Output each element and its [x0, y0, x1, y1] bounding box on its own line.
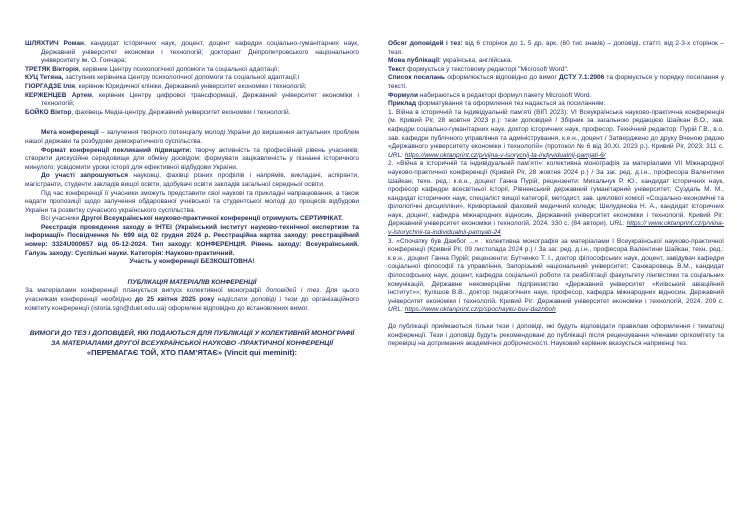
example-link[interactable]: https://www.oktanprint.cz/p/spochayku-buv-dazhboh: [404, 306, 556, 314]
volume-label: Обсяг доповідей і тез:: [388, 40, 463, 47]
spacer: [25, 267, 359, 275]
references-requirement: [388, 74, 724, 91]
goal-text: – залучення творчого потенціалу молоді України до вирішення актуальних проблем нашої держави та розбудови демократичного суспільства.: [25, 129, 359, 145]
member-name: ГІОРГАДЗЕ Ілія: [25, 82, 75, 90]
publication-title: ПУБЛІКАЦІЯ МАТЕРІАЛІВ КОНФЕРЕНЦІЇ: [127, 278, 257, 286]
example-text: 1. Війна в історичній та індивідуальній пам’яті (ВІП 2023): VI Всеукраїнська науково-практична конференція (м. Кривий Ріг, 28 жовтня 2023 р.): тези доповідей / Збірник за загальною редакцією Шайкан В.О., зав. кафедри соціально-гуманітарних наук, доктор історичних наук, професор. Технічний редактор: Пурій Г.В., в.о. зав. кафедри публічного управління та адміністрування, к.е.н., доцент / Затверджено до друку Вченою радою «Державного університету економіки і технологій» (протокол № 6 від 30.ХІ. 2023 р.). Кривий Ріг, 2023. 311 с.: [388, 108, 724, 151]
example-item: [388, 160, 724, 237]
member-desc: заступник керівника Центру психологічної допомоги та соціальної адаптації;і: [63, 74, 300, 82]
pub-text-1: За матеріалами конференції планується випуск колективної монографії: [25, 287, 266, 295]
committee-member: [25, 40, 359, 66]
member-desc: , фахівець Медіа-центру, Державний університет економіки і технологій.: [71, 108, 291, 116]
example-link[interactable]: https://www.oktanprint.cz/p/vijna-v-isorycnij-ta-indyvidualnij-pamjati-6/: [404, 151, 606, 159]
language-label: Мова публікації:: [388, 57, 442, 65]
language-requirement: [388, 57, 724, 66]
publication-info: [25, 287, 359, 313]
certificate-prefix: Всі учасники: [41, 215, 82, 223]
registration-info: [25, 224, 359, 258]
spacer: [25, 313, 359, 321]
url-label: URL:: [609, 220, 625, 228]
member-name: БОЙКО Віктор: [25, 108, 72, 116]
format-text: творчу активність та професійний рівень учасників; створити дискусійне середовище для обміну досвідом; формувати зацікавленість у пізнанні історичного минулого; усвідомити уроки історії для ефективної відбудови України.: [25, 146, 359, 171]
url-label: URL:: [388, 151, 403, 159]
example-text: 2. «Війна в історичній та індивідуальній пам’яті»: колективна монографія за матеріалами VII Міжнародної науково-практичної конференції (Кривий Ріг, 28 жовтня 2024 р.) / За заг. ред. д.і.н., професора Валентини Шайкан; техн. ред.: к.е.н., доцент Ганна Пурій; рецензенти: Михальчук Р. Ю., кандидат історичних наук, професор кафедри всесвітньої історії, Рівненський державний гуманітарний університет; Суздаль М. М., кандидат історичних наук, спеціаліст вищої категорії, методист, зав. циклової комісії «Соціально-економічні та філологічні дисципліни», Криворізький фаховий медичний коледж; Шелудякова Н. А., кандидат історичних наук, доцент, кафедра міжнародних відносин, Державний університет економіки і технологій. Кривий Ріг: Державний університет економіки і технологій, 2024. 330 с. (84 автори).: [388, 160, 724, 228]
text-label: Текст: [388, 65, 406, 73]
closing-note: До публікації приймаються тільки тези і доповіді, які будуть відповідати правилам оформлення і тематиці конференції. Тези і доповіді будуть рекомендовані до публікації після рецензування членами оргкомітету та перевірці на дотримання академічної доброчесності. Науковий керівник вказується наприкінці тез.: [388, 323, 724, 348]
requirements-title: [25, 329, 359, 358]
formulas-label: Формули: [388, 91, 418, 99]
refs-standard: ДСТУ 7.1:2006: [558, 74, 605, 82]
member-name: КЕРЖЕНЦЕВ Артем: [25, 91, 92, 99]
volume-text: від 6 сторінок до 1, 5 др. арк. (60 тис знаків) – доповіді, статті; від 2-3-х сторінок – тези.: [388, 40, 724, 56]
certificate-note: [25, 215, 359, 224]
goal-label: Мета конференції: [41, 129, 99, 137]
pub-deadline: до 25 квітня 2025 року: [135, 296, 215, 304]
invited-label: До участі запрошуються: [41, 172, 129, 180]
member-name: ТРЕТЯК Вікторія: [25, 65, 79, 73]
example-intro: [388, 100, 724, 109]
req-title-conference: «ПЕРЕМАГАЄ ТОЙ, ХТО ПАМ’ЯТАЄ» (Vincit qui meminit):: [86, 348, 298, 358]
spacer: [388, 315, 724, 323]
example-label: Приклад: [388, 100, 417, 108]
refs-label: Список посилань: [388, 74, 446, 82]
example-link[interactable]: https:// www.oktanprint.cz/p/viina-v-istorychnii-ta-individualnii-pamyati-24: [388, 220, 724, 237]
certificate-bold: Другої Всеукраїнської науково-практичної конференції отримують СЕРТИФІКАТ.: [81, 215, 343, 223]
language-text: українська, англійська.: [441, 57, 513, 65]
committee-list: [25, 40, 359, 117]
registration-text: Реєстрація проведення заходу в ІНТЕІ (Український інститут науково-технічної експертизи та інформації» Посвідчення № 699 від 02 грудня 2024 р. Реєстраційна картка заходу: реєстраційний номер: 3324U000657 від 05-12-2024. Тип заходу: КОНФЕРЕНЦІЯ. Рівень заходу: Всеукраїнський. Галузь заходу: Суспільні науки. Категорія: Науково-практичний.: [25, 223, 359, 257]
formulas-text: набираються в редакторі формул пакету Microsoft Word.: [418, 91, 592, 99]
formulas-requirement: [388, 92, 724, 101]
committee-member: [25, 74, 359, 83]
member-desc: , керівник Юридичної клініки, Державний університет економіки і технологій;: [74, 82, 307, 90]
format-label: Формат конференції покликаний підвищити:: [41, 146, 192, 154]
free-participation: [25, 258, 359, 267]
committee-member: [25, 92, 359, 109]
pub-text-italic: доповідей і тез: [265, 287, 320, 295]
pub-text-3: надіслати доповіді і тези до організаційного комітету конференції (istoria.sgn@duet.edu.ua) оформлені відповідно до встановлених вимог.: [25, 296, 360, 312]
example-text: 3. «Спочатку був Дажбог ...» : колективна монографія за матеріалами І Всеукраїнської науково-практичної конференції (Кривий Ріг, 09 листопада 2024 р.) / За заг. ред. д.і.н., професора Валентини Шайкан; техн. ред.: к.е.н., доцент Ганна Пурій; рецензенти: Бутченко Т. І., доктор філософських наук, доцент, завідувач кафедри соціальної філософії та управління, Запорізький національний університет; Санжаровець В.М., кандидат філософських наук, доцент, кафедра соціальної роботи та реабілітації факультету лінгвістики та соціальних комунікацій, Державне некомерційне підприємство «Державний університет «Київський авіаційний інститут»»; Кулішов В.В., доктор педагогічних наук, професор, кафедра міжнародних відносин, Державний університет економіки і технологій. Кривий Ріг: Державний університет економіки і технологій, 2024. 209 с.: [388, 237, 724, 305]
member-desc: , керівник Центру психологічної допомоги та соціальної адаптації;: [78, 65, 280, 73]
committee-member: [25, 109, 359, 118]
member-name: КУЦ Тетяна,: [25, 74, 64, 82]
example-item: [388, 109, 724, 161]
right-column: [388, 40, 724, 349]
example-text: форматування та оформлення тез надається за посиланням:: [416, 100, 606, 108]
req-title-text: ВИМОГИ ДО ТЕЗ І ДОПОВІДЕЙ, ЯКІ ПОДАЮТЬСЯ ДЛЯ ПУБЛІКАЦІЇ У КОЛЕКТИВНІЙ МОНОГРАФІЇ ЗА МАТЕРІАЛАМИ ДРУГОЇ ВСЕУКРАЇНСЬКОЇ НАУКОВО -ПРАКТИЧНОЇ КОНФЕРЕНЦІЇ: [29, 330, 355, 348]
example-item: [388, 238, 724, 315]
text-text: формується у текстовому редакторі "Microsoft Word".: [405, 65, 569, 73]
invited-text: науковці, фахівці різних профілів і напрямів, викладачі, аспіранти, магістранти, студенти закладів вищої освіти, здобувачі освіти закладів загальної середньої освіти.: [25, 172, 359, 188]
conference-format: [25, 147, 359, 173]
spacer: [25, 321, 359, 329]
member-name: ШЛЯХТИЧ Роман: [25, 40, 84, 47]
conference-goal: [25, 129, 359, 146]
during-conference: Під час конференції її учасники зможуть представити свої наукові та прикладні напрацювання, а також надати пропозиції щодо залучення обдарованої учнівської та студентської молоді до процесів відбудови України та розвитку сучасного українського суспільства.: [25, 189, 359, 214]
free-text: Участь у конференції БЕЗКОШТОВНА!: [129, 258, 255, 266]
committee-member: [25, 83, 359, 92]
refs-text-1: оформлюється відповідно до вимог: [445, 74, 559, 82]
url-label: URL:: [388, 306, 403, 314]
spacer: [25, 117, 359, 125]
volume-requirement: [388, 40, 724, 57]
member-desc: , керівник Центру цифрової трансформації, Державний університет економіки і технологій;: [41, 91, 359, 108]
invited-participants: [25, 172, 359, 189]
pub-text-2: . Для цього учасникам конференції необхідно: [25, 287, 359, 304]
refs-text-2: та формується у порядку посилання у тексті.: [388, 74, 724, 90]
member-desc: , кандидат історичних наук, доцент, доцент кафедри соціально-гуманітарних наук, Державний університет економіки і технологій; докторант Дніпропетровського національного університету ім. О. Гончара;: [41, 40, 359, 65]
left-column: [25, 40, 359, 358]
